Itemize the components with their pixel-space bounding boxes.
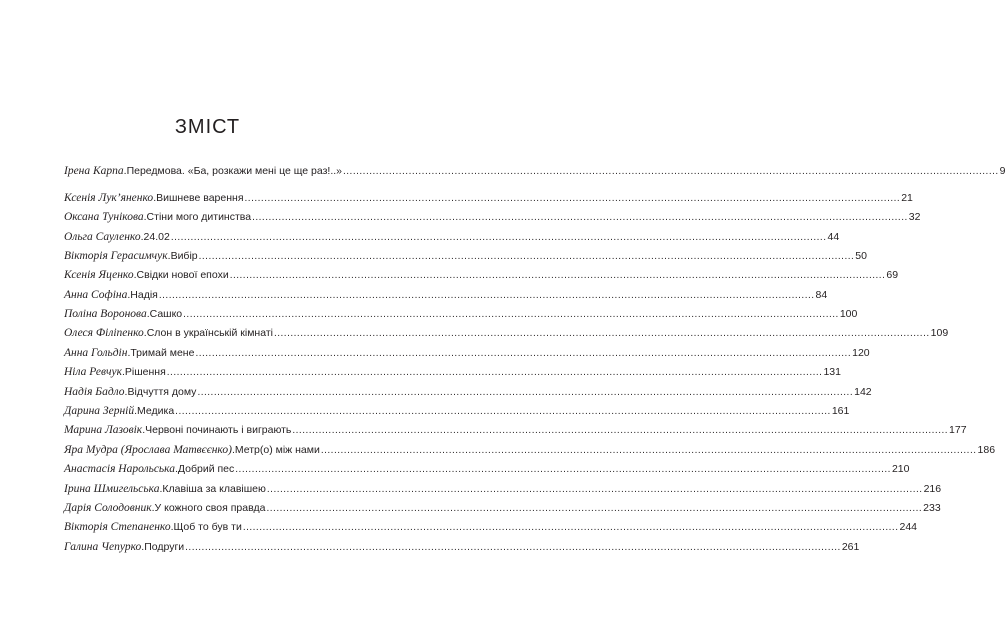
toc-title: Відчуття дому — [127, 386, 197, 398]
toc-entry — [64, 307, 858, 321]
toc-separator: . — [127, 289, 131, 301]
toc-title: 24.02 — [143, 231, 170, 243]
toc-leader-dots: ........................................................................................................................................................................................................ — [198, 251, 855, 262]
toc-separator: . — [151, 502, 155, 514]
toc-author: Ольга Сауленко — [64, 231, 141, 243]
toc-separator: . — [124, 386, 128, 398]
toc-entry — [64, 326, 949, 340]
toc-page-number: 186 — [977, 444, 996, 456]
toc-title: Вибір — [170, 250, 198, 262]
toc-entry — [64, 210, 921, 224]
toc-title: Вишневе варення — [156, 192, 244, 204]
toc-page-number: 84 — [815, 289, 828, 301]
toc-title: Медика — [137, 405, 175, 417]
toc-entry — [64, 191, 913, 205]
toc-leader-dots: ........................................................................................................................................................................................................ — [292, 425, 949, 436]
toc-title: Тримай мене — [130, 347, 195, 359]
toc-author: Надія Бадло — [64, 386, 125, 398]
toc-leader-dots: ........................................................................................................................................................................................................ — [197, 387, 854, 398]
toc-leader-dots: ........................................................................................................................................................................................................ — [252, 212, 908, 223]
toc-author: Оксана Тунікова — [64, 211, 144, 223]
toc-entry — [64, 482, 942, 496]
toc-page-number: 233 — [923, 502, 941, 514]
toc-author: Анна Софіна — [64, 289, 128, 301]
toc-separator: . — [170, 521, 174, 533]
toc-separator: . — [123, 165, 127, 177]
toc-page-number: 216 — [923, 483, 942, 495]
toc-leader-dots: ........................................................................................................................................................................................................ — [244, 193, 901, 204]
toc-separator: . — [143, 211, 147, 223]
toc-leader-dots: ........................................................................................................................................................................................................ — [266, 484, 923, 495]
toc-entry — [64, 385, 872, 399]
toc-title: Метр(о) між нами — [234, 444, 320, 456]
toc-page-number: 177 — [949, 424, 967, 436]
toc-page-number: 21 — [901, 192, 913, 204]
toc-page-number: 44 — [827, 231, 840, 243]
toc-page-number: 142 — [854, 386, 872, 398]
toc-author: Ксенія Лук’яненко — [64, 192, 154, 204]
toc-entry — [64, 443, 996, 457]
toc-separator: . — [140, 231, 144, 243]
toc-entry — [64, 164, 1006, 178]
toc-page-number: 210 — [891, 463, 910, 475]
toc-leader-dots: ........................................................................................................................................................................................................ — [235, 464, 891, 475]
toc-entry — [64, 462, 910, 476]
toc-author: Ксенія Яценко — [64, 269, 134, 281]
toc-page-number: 69 — [886, 269, 899, 281]
toc-separator: . — [127, 347, 131, 359]
toc-entry — [64, 423, 967, 437]
toc-leader-dots: ........................................................................................................................................................................................................ — [195, 348, 852, 359]
toc-page-number: 50 — [855, 250, 867, 262]
toc-leader-dots: ........................................................................................................................................................................................................ — [185, 542, 841, 553]
toc-entry — [64, 404, 850, 418]
toc-separator: . — [142, 424, 146, 436]
toc-author: Олеся Філіпенко — [64, 327, 144, 339]
toc-title: Слон в українській кімнаті — [146, 327, 273, 339]
toc-leader-dots: ........................................................................................................................................................................................................ — [175, 406, 831, 417]
toc-separator: . — [175, 463, 178, 475]
toc-leader-dots: ........................................................................................................................................................................................................ — [183, 309, 839, 320]
toc-title: Щоб то був ти — [173, 521, 242, 533]
toc-entry — [64, 249, 867, 263]
toc-leader-dots: ........................................................................................................................................................................................................ — [229, 270, 886, 281]
toc-separator: . — [146, 308, 150, 320]
toc-page-number: 32 — [908, 211, 921, 223]
toc-title: Добрий пес — [177, 463, 235, 475]
toc-author: Поліна Воронова — [64, 308, 147, 320]
toc-author: Вікторія Степаненко — [64, 521, 171, 533]
toc-entry — [64, 268, 899, 282]
toc-entry — [64, 288, 828, 302]
toc-leader-dots: ........................................................................................................................................................................................................ — [158, 290, 815, 301]
toc-title: Надія — [130, 289, 158, 301]
toc-separator: . — [153, 192, 157, 204]
toc-author: Дарина Зерній — [64, 405, 135, 417]
toc-page-number: 109 — [930, 327, 949, 339]
toc-title: Рішення — [124, 366, 166, 378]
toc-page-number: 131 — [823, 366, 841, 378]
toc-separator: . — [159, 483, 163, 495]
toc-entry — [64, 540, 860, 554]
toc-page-number: 244 — [899, 521, 918, 533]
toc-title: Сашко — [149, 308, 183, 320]
toc-leader-dots: ........................................................................................................................................................................................................ — [266, 503, 923, 514]
toc-leader-dots: ........................................................................................................................................................................................................ — [343, 166, 999, 177]
toc-separator: . — [231, 444, 235, 456]
toc-heading: ЗМІСТ — [174, 116, 241, 138]
toc-leader-dots: ........................................................................................................................................................................................................ — [273, 328, 930, 339]
toc-author: Ірена Карпа — [64, 165, 124, 177]
toc-title: Клавіша за клавішею — [162, 483, 266, 495]
toc-author: Ніла Ревчук — [64, 366, 122, 378]
toc-title: Подруги — [144, 541, 185, 553]
toc-title: Свідки нової епохи — [136, 269, 229, 281]
toc-entry — [64, 346, 870, 360]
toc-author: Галина Чепурко — [64, 541, 142, 553]
toc-separator: . — [141, 541, 145, 553]
toc-author: Марина Лазовік — [64, 424, 143, 436]
toc-page-number: 161 — [831, 405, 850, 417]
toc-entry — [64, 520, 918, 534]
toc-leader-dots: ........................................................................................................................................................................................................ — [320, 445, 977, 456]
toc-leader-dots: ........................................................................................................................................................................................................ — [242, 522, 899, 533]
toc-author: Анна Гольдін — [64, 347, 128, 359]
toc-author: Дарія Солодовник — [64, 502, 152, 514]
toc-title: Стіни мого дитинства — [146, 211, 252, 223]
toc-title: У кожного своя правда — [154, 502, 266, 514]
toc-separator: . — [167, 250, 171, 262]
toc-title: Червоні починають і виграють — [145, 424, 292, 436]
toc-entry — [64, 365, 841, 379]
toc-separator: . — [134, 405, 138, 417]
toc-separator: . — [143, 327, 147, 339]
toc-separator: . — [133, 269, 137, 281]
toc-entry — [64, 230, 840, 244]
toc-separator: . — [121, 366, 125, 378]
toc-entry — [64, 501, 941, 515]
toc-leader-dots: ........................................................................................................................................................................................................ — [170, 232, 827, 243]
toc-author: Яра Мудра (Ярослава Матвєєнко) — [64, 444, 232, 456]
toc-page-number: 100 — [839, 308, 858, 320]
toc-author: Анастасія Нарольська — [64, 463, 175, 475]
toc-author: Ірина Шмигельська — [64, 483, 160, 495]
toc-title: Передмова. «Ба, розкажи мені це ще раз!..» — [126, 165, 342, 177]
toc-author: Вікторія Герасимчук — [64, 250, 168, 262]
toc-page-number: 9 — [999, 165, 1006, 177]
toc-page-number: 261 — [841, 541, 860, 553]
toc-page-number: 120 — [852, 347, 870, 359]
toc-leader-dots: ........................................................................................................................................................................................................ — [166, 367, 823, 378]
